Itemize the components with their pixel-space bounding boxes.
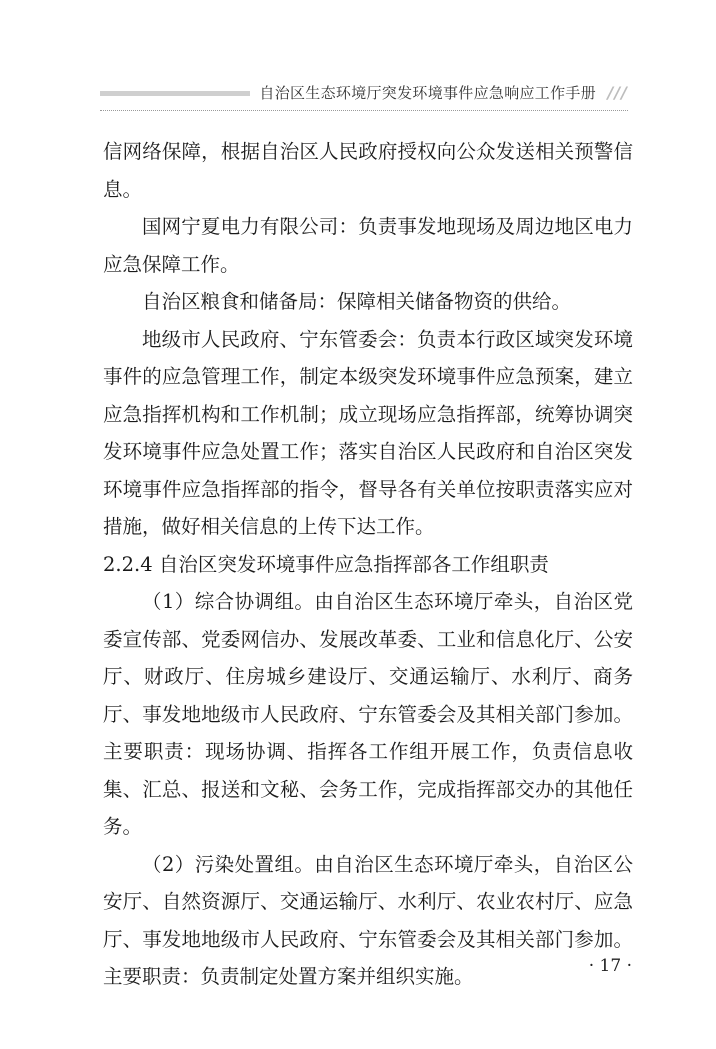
paragraph-grid-company: 国网宁夏电力有限公司：负责事发地现场及周边地区电力应急保障工作。: [103, 215, 633, 276]
paragraph-coordination-group: （1）综合协调组。由自治区生态环境厅牵头，自治区党委宣传部、党委网信办、发展改革委、工业和信息化厅、公安厅、财政厅、住房城乡建设厅、交通运输厅、水利厅、商务厅、事发地地级市人民政府、宁东管委会及其相关部门参加。主要职责：现场协调、指挥各工作组开展工作，负责信息收集、汇总、报送和文秘、会务工作，完成指挥部交办的其他任务。: [103, 590, 633, 838]
paragraph-continued: 信网络保障，根据自治区人民政府授权向公众发送相关预警信息。: [103, 140, 633, 201]
paragraph-city-government: 地级市人民政府、宁东管委会：负责本行政区域突发环境事件的应急管理工作，制定本级突发环境事件应急预案，建立应急指挥机构和工作机制；成立现场应急指挥部，统筹协调突发环境事件应急处置工作；落实自治区人民政府和自治区突发环境事件应急指挥部的指令，督导各有关单位按职责落实应对措施，做好相关信息的上传下达工作。: [103, 327, 633, 538]
paragraph-grain-bureau: 自治区粮食和储备局：保障相关储备物资的供给。: [142, 290, 572, 313]
body-text: [103, 133, 633, 996]
section-heading: 2.2.4 自治区突发环境事件应急指挥部各工作组职责: [103, 552, 549, 576]
header-divider: [100, 110, 628, 111]
paragraph-pollution-group: （2）污染处置组。由自治区生态环境厅牵头，自治区公安厅、自然资源厅、交通运输厅、水利厅、农业农村厅、应急厅、事发地地级市人民政府、宁东管委会及其相关部门参加。主要职责：负责制定处置方案并组织实施。: [103, 852, 633, 988]
running-header: [100, 82, 628, 104]
page-number: · 17 ·: [588, 956, 632, 976]
header-title: 自治区生态环境厅突发环境事件应急响应工作手册: [259, 84, 596, 102]
header-decor-bar: [100, 91, 250, 96]
header-slash-decoration: ///: [607, 83, 628, 102]
